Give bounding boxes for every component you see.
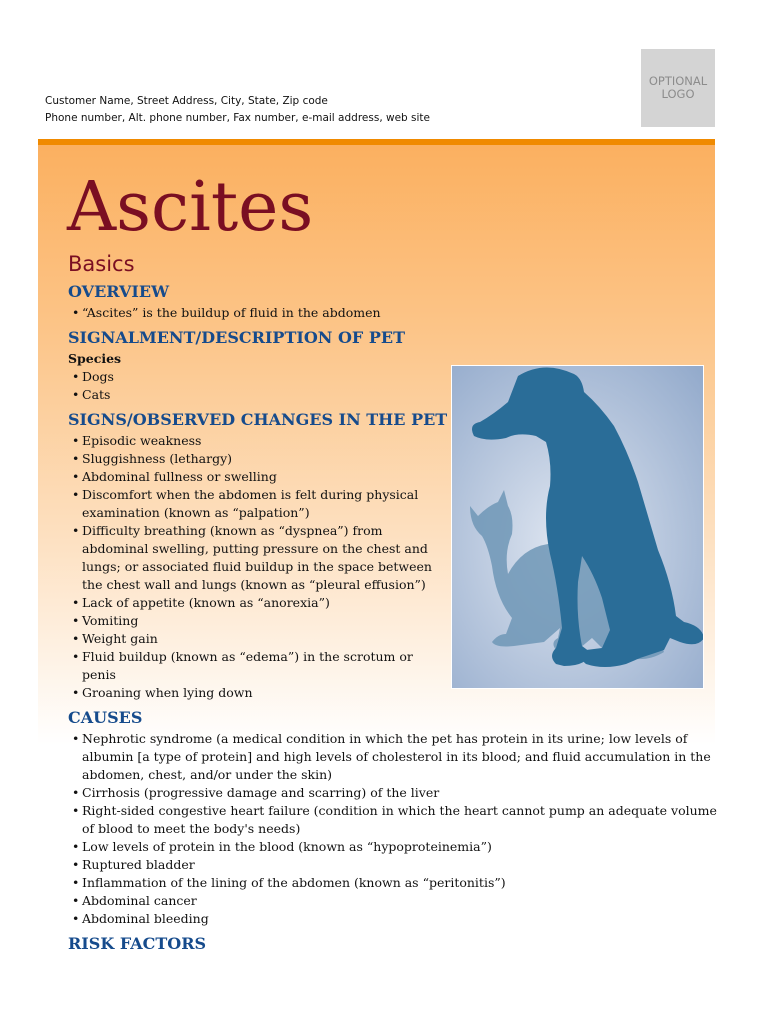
page-subtitle: Basics — [68, 252, 135, 276]
optional-logo-placeholder — [641, 49, 715, 127]
logo-text-line1: OPTIONAL — [648, 74, 708, 88]
list-item: • Abdominal cancer — [68, 892, 723, 910]
overview-list — [68, 304, 723, 322]
section-heading-overview: OVERVIEW — [68, 282, 170, 301]
section-heading-signs: SIGNS/OBSERVED CHANGES IN THE PET — [68, 410, 448, 429]
contact-line-phone: Phone number, Alt. phone number, Fax number, e-mail address, web site — [45, 112, 431, 124]
section-heading-signalment: SIGNALMENT/DESCRIPTION OF PET — [68, 328, 405, 347]
list-item: • Lack of appetite (known as “anorexia”) — [68, 594, 442, 612]
list-item: • Ruptured bladder — [68, 856, 723, 874]
list-item: • Groaning when lying down — [68, 684, 442, 702]
contact-line-address: Customer Name, Street Address, City, State, Zip code — [45, 95, 328, 107]
species-subheading: Species — [68, 351, 122, 366]
list-item: • Inflammation of the lining of the abdomen (known as “peritonitis”) — [68, 874, 723, 892]
list-item: • Sluggishness (lethargy) — [68, 450, 442, 468]
list-item: • Fluid buildup (known as “edema”) in the scrotum or penis — [68, 648, 442, 684]
list-item: • Right-sided congestive heart failure (condition in which the heart cannot pump an adequate volume of blood to meet the body's needs) — [68, 802, 723, 838]
list-item: • Abdominal bleeding — [68, 910, 723, 928]
page-title: Ascites — [67, 168, 314, 247]
section-heading-risk-factors: RISK FACTORS — [68, 934, 207, 953]
list-item: • Abdominal fullness or swelling — [68, 468, 442, 486]
causes-list — [68, 730, 723, 928]
list-item: • Vomiting — [68, 612, 442, 630]
logo-text-line2: LOGO — [661, 87, 695, 101]
contact-info — [45, 93, 430, 127]
list-item: • Difficulty breathing (known as “dyspnea”) from abdominal swelling, putting pressure on the chest and lungs; or associated fluid buildup in the space between the chest wall and lungs (known as “pleural effusion”) — [68, 522, 442, 594]
list-item: • Nephrotic syndrome (a medical condition in which the pet has protein in its urine; low levels of albumin [a type of protein] and high levels of cholesterol in its blood; and fluid accumulation in the abdomen, chest, and/or under the skin) — [68, 730, 723, 784]
list-item: • Episodic weakness — [68, 432, 442, 450]
list-item: • Dogs — [68, 368, 723, 386]
list-item: • Cats — [68, 386, 723, 404]
section-heading-causes: CAUSES — [68, 708, 143, 727]
list-item: • Low levels of protein in the blood (known as “hypoproteinemia”) — [68, 838, 723, 856]
list-item: • “Ascites” is the buildup of fluid in the abdomen — [68, 304, 723, 322]
list-item: • Discomfort when the abdomen is felt during physical examination (known as “palpation”) — [68, 486, 442, 522]
list-item: • Weight gain — [68, 630, 442, 648]
dog-and-cat-silhouette-image — [451, 365, 704, 689]
list-item: • Cirrhosis (progressive damage and scarring) of the liver — [68, 784, 723, 802]
